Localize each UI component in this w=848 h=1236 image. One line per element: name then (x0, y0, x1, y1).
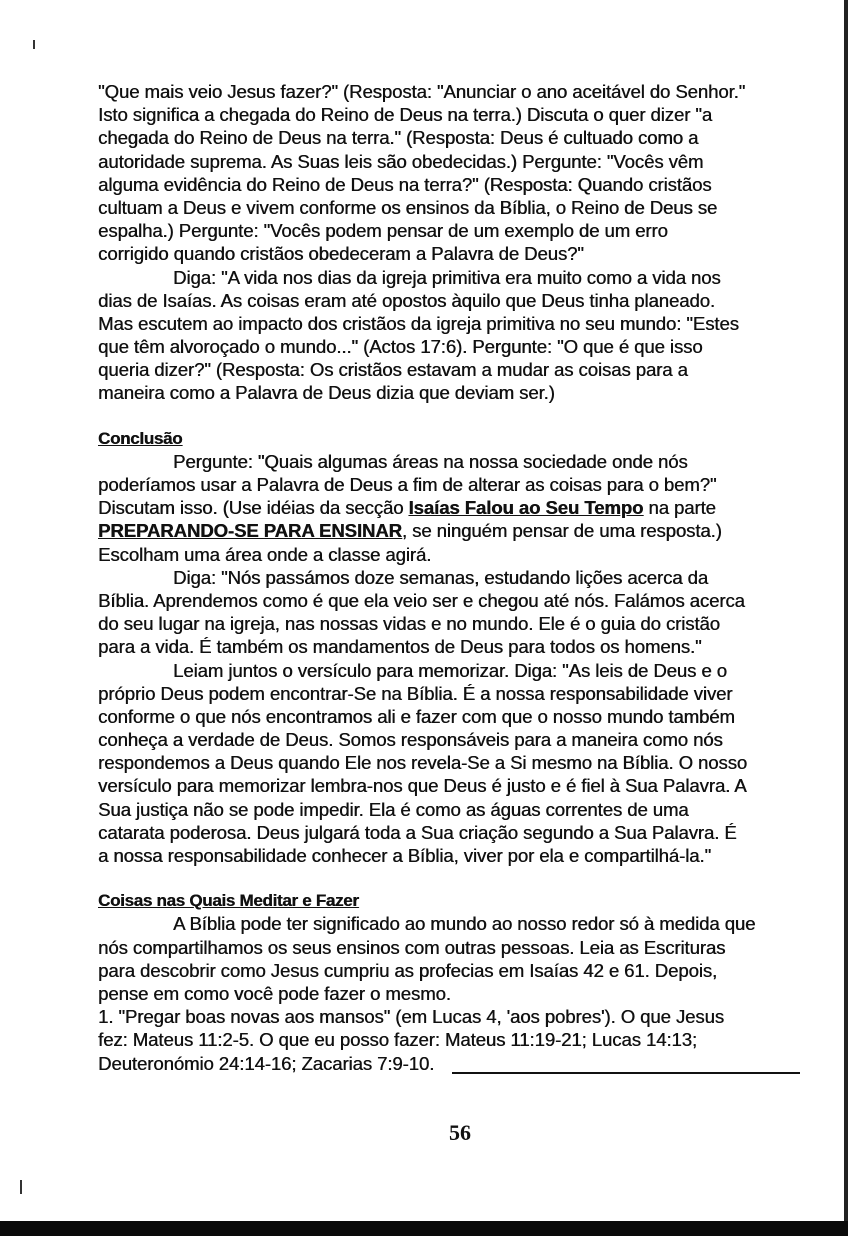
text-segment: dias de Isaías. As coisas eram até opostos àquilo que Deus tinha planeado. (98, 289, 715, 311)
text-line (98, 173, 838, 196)
text-segment: na parte (643, 497, 716, 519)
text-segment: Discutam isso. (Use idéias da secção (98, 497, 409, 519)
text-segment: Deuteronómio 24:14-16; Zacarias 7:9-10. (98, 1052, 435, 1074)
text-segment: conforme o que nós encontramos ali e fazer com que o nosso mundo também (98, 705, 735, 727)
text-segment: conheça a verdade de Deus. Somos responsáveis para a maneira como nós (98, 729, 723, 751)
text-line (98, 196, 838, 219)
emphasized-reference: Isaías Falou ao Seu Tempo (408, 497, 644, 519)
text-line (98, 821, 838, 844)
text-segment: , se ninguém pensar de uma resposta.) (401, 520, 722, 542)
text-line (98, 982, 838, 1005)
text-line (98, 1005, 838, 1028)
text-line (98, 751, 838, 774)
text-segment: Isto significa a chegada do Reino de Deus na terra.) Discuta o quer dizer "a (98, 104, 712, 126)
text-line (98, 936, 838, 959)
text-segment: que têm alvoroçado o mundo..." (Actos 17:6). Pergunte: "O que é que isso (98, 336, 703, 358)
text-segment: autoridade suprema. As Suas leis são obedecidas.) Pergunte: "Vocês vêm (98, 150, 704, 172)
document-body (98, 80, 838, 1075)
text-segment: maneira como a Palavra de Deus dizia que deviam ser.) (98, 382, 555, 404)
text-segment: espalha.) Pergunte: "Vocês podem pensar de um exemplo de um erro (98, 220, 668, 242)
text-segment: Leiam juntos o versículo para memorizar. Diga: "As leis de Deus e o (173, 659, 727, 681)
text-line (98, 543, 838, 566)
text-line (98, 844, 838, 867)
text-line (98, 335, 838, 358)
text-line (98, 959, 838, 982)
text-line (98, 682, 838, 705)
text-segment: queria dizer?" (Resposta: Os cristãos estavam a mudar as coisas para a (98, 359, 688, 381)
scan-edge-right (844, 0, 848, 1236)
text-line (98, 705, 838, 728)
text-line (98, 80, 838, 103)
scan-edge-bottom (0, 1221, 848, 1236)
text-line (98, 242, 838, 265)
answer-blank-line (452, 1072, 800, 1074)
text-segment: fez: Mateus 11:2-5. O que eu posso fazer: Mateus 11:19-21; Lucas 14:13; (98, 1029, 697, 1051)
text-line (98, 450, 838, 473)
text-segment: nós compartilhamos os seus ensinos com outras pessoas. Leia as Escrituras (98, 936, 726, 958)
text-segment: chegada do Reino de Deus na terra." (Resposta: Deus é cultuado como a (98, 127, 699, 149)
text-segment: Bíblia. Aprendemos como é que ela veio ser e chegou até nós. Falámos acerca (98, 589, 745, 611)
text-line (98, 219, 838, 242)
text-segment: catarata poderosa. Deus julgará toda a Sua criação segundo a Sua Palavra. É (98, 821, 737, 843)
section-spacer (98, 867, 838, 889)
scan-mark (33, 40, 35, 49)
emphasized-reference: PREPARANDO-SE PARA ENSINAR (98, 520, 402, 542)
text-line (98, 126, 838, 149)
text-line (98, 912, 838, 935)
text-line (98, 289, 838, 312)
text-segment: "Que mais veio Jesus fazer?" (Resposta: "Anunciar o ano aceitável do Senhor." (98, 81, 746, 102)
text-segment: próprio Deus podem encontrar-Se na Bíblia. É a nossa responsabilidade viver (98, 682, 733, 704)
text-segment: para descobrir como Jesus cumpriu as profecias em Isaías 42 e 61. Depois, (98, 959, 717, 981)
text-line (98, 774, 838, 797)
text-segment: a nossa responsabilidade conhecer a Bíblia, viver por ela e compartilhá-la." (98, 845, 711, 866)
text-line (98, 358, 838, 381)
text-line (98, 473, 838, 496)
text-line (98, 1028, 838, 1051)
text-segment: respondemos a Deus quando Ele nos revela-Se a Si mesmo na Bíblia. O nosso (98, 752, 748, 774)
section-heading: Coisas nas Quais Meditar e Fazer (98, 891, 359, 911)
text-segment: corrigido quando cristãos obedeceram a Palavra de Deus?" (98, 243, 584, 265)
text-line (98, 566, 838, 589)
text-line (98, 612, 838, 635)
scan-mark (20, 1180, 22, 1194)
text-segment: cultuam a Deus e vivem conforme os ensinos da Bíblia, o Reino de Deus se (98, 196, 718, 218)
text-segment: Sua justiça não se pode impedir. Ela é como as águas correntes de uma (98, 798, 689, 820)
text-segment: Mas escutem ao impacto dos cristãos da igreja primitiva no seu mundo: "Estes (98, 312, 739, 334)
text-segment: pense em como você pode fazer o mesmo. (98, 982, 451, 1004)
text-segment: alguma evidência do Reino de Deus na terra?" (Resposta: Quando cristãos (98, 173, 712, 195)
text-line (98, 635, 838, 658)
text-line (98, 798, 838, 821)
text-line (98, 381, 838, 404)
text-line (98, 266, 838, 289)
section-heading: Conclusão (98, 428, 183, 448)
text-segment: Diga: "A vida nos dias da igreja primitiva era muito como a vida nos (173, 266, 721, 288)
text-line (98, 103, 838, 126)
text-segment: para a vida. É também os mandamentos de Deus para todos os homens." (98, 636, 702, 658)
text-segment: versículo para memorizar lembra-nos que Deus é justo e é fiel à Sua Palavra. A (98, 775, 747, 797)
text-segment: Pergunte: "Quais algumas áreas na nossa sociedade onde nós (173, 450, 688, 472)
text-line (98, 519, 838, 542)
text-line (98, 589, 838, 612)
section-spacer (98, 405, 838, 427)
text-segment: A Bíblia pode ter significado ao mundo ao nosso redor só à medida que (173, 913, 756, 935)
text-line (98, 312, 838, 335)
text-segment: Escolham uma área onde a classe agirá. (98, 543, 432, 565)
text-segment: Diga: "Nós passámos doze semanas, estudando lições acerca da (173, 566, 708, 588)
text-segment: 1. "Pregar boas novas aos mansos" (em Lucas 4, 'aos pobres'). O que Jesus (98, 1006, 724, 1028)
text-segment: do seu lugar na igreja, nas nossas vidas e no mundo. Ele é o guia do cristão (98, 613, 720, 635)
text-segment: poderíamos usar a Palavra de Deus a fim de alterar as coisas para o bem?" (98, 474, 717, 495)
text-line (98, 496, 838, 519)
text-line (98, 728, 838, 751)
text-line (98, 659, 838, 682)
text-line (98, 150, 838, 173)
text-line (98, 1052, 838, 1075)
page-number: 56 (449, 1120, 471, 1145)
